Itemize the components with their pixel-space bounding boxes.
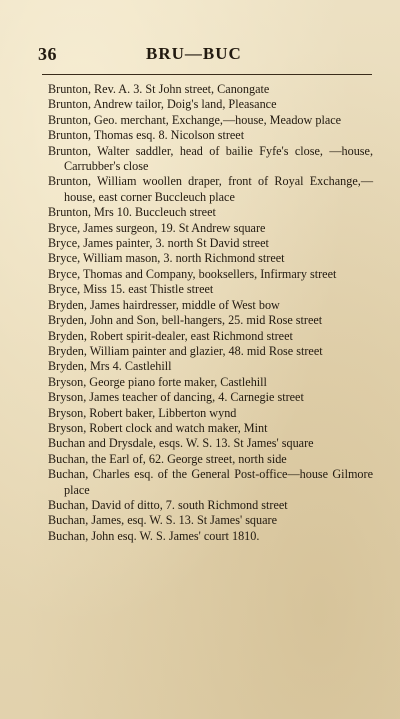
directory-entry: Bryce, Miss 15. east Thistle street — [48, 282, 214, 297]
directory-entry: Bryden, James hairdresser, middle of West bow — [48, 297, 280, 312]
directory-entry: Bryce, William mason, 3. north Richmond street — [48, 251, 285, 266]
running-head: BRU—BUC — [146, 44, 242, 63]
directory-entry: Brunton, Andrew tailor, Doig's land, Pleasance — [48, 97, 277, 112]
directory-entry: Buchan, David of ditto, 7. south Richmond street — [48, 497, 288, 512]
directory-entry: Bryce, Thomas and Company, booksellers, Infirmary street — [48, 266, 337, 281]
directory-entry: Bryden, Robert spirit-dealer, east Richmond street — [48, 328, 293, 343]
directory-entry: Bryce, James painter, 3. north St David street — [48, 236, 269, 251]
directory-entry: Bryce, James surgeon, 19. St Andrew square — [48, 220, 266, 235]
header-rule — [42, 74, 372, 75]
directory-entry: Bryson, George piano forte maker, Castlehill — [48, 374, 267, 389]
directory-entries — [48, 82, 373, 544]
directory-entry: Buchan, James, esq. W. S. 13. St James' square — [48, 513, 277, 528]
directory-entry: Bryden, John and Son, bell-hangers, 25. mid Rose street — [48, 313, 323, 328]
directory-entry: Buchan, Charles esq. of the General Post-office—house Gilmore place — [48, 467, 373, 497]
directory-entry: Brunton, Thomas esq. 8. Nicolson street — [48, 128, 245, 143]
directory-entry: Bryden, Mrs 4. Castlehill — [48, 359, 172, 374]
directory-entry: Bryden, William painter and glazier, 48. mid Rose street — [48, 343, 323, 358]
page-header — [38, 44, 368, 66]
directory-entry: Brunton, Rev. A. 3. St John street, Canongate — [48, 82, 270, 96]
page-number: 36 — [38, 44, 57, 64]
directory-entry: Bryson, Robert clock and watch maker, Mint — [48, 420, 268, 435]
directory-entry: Buchan, the Earl of, 62. George street, north side — [48, 451, 287, 466]
directory-entry: Brunton, William woollen draper, front of Royal Exchange,—house, east corner Buccleuch place — [48, 174, 373, 204]
directory-entry: Buchan and Drysdale, esqs. W. S. 13. St James' square — [48, 436, 314, 451]
directory-entry: Brunton, Walter saddler, head of bailie Fyfe's close, —house, Carrubber's close — [48, 143, 373, 174]
directory-entry: Brunton, Geo. merchant, Exchange,—house, Meadow place — [48, 112, 342, 127]
directory-entry: Bryson, James teacher of dancing, 4. Carnegie street — [48, 390, 304, 405]
directory-entry: Bryson, Robert baker, Libberton wynd — [48, 405, 237, 420]
directory-entry: Brunton, Mrs 10. Buccleuch street — [48, 205, 216, 220]
directory-entry: Buchan, John esq. W. S. James' court 1810. — [48, 528, 260, 543]
